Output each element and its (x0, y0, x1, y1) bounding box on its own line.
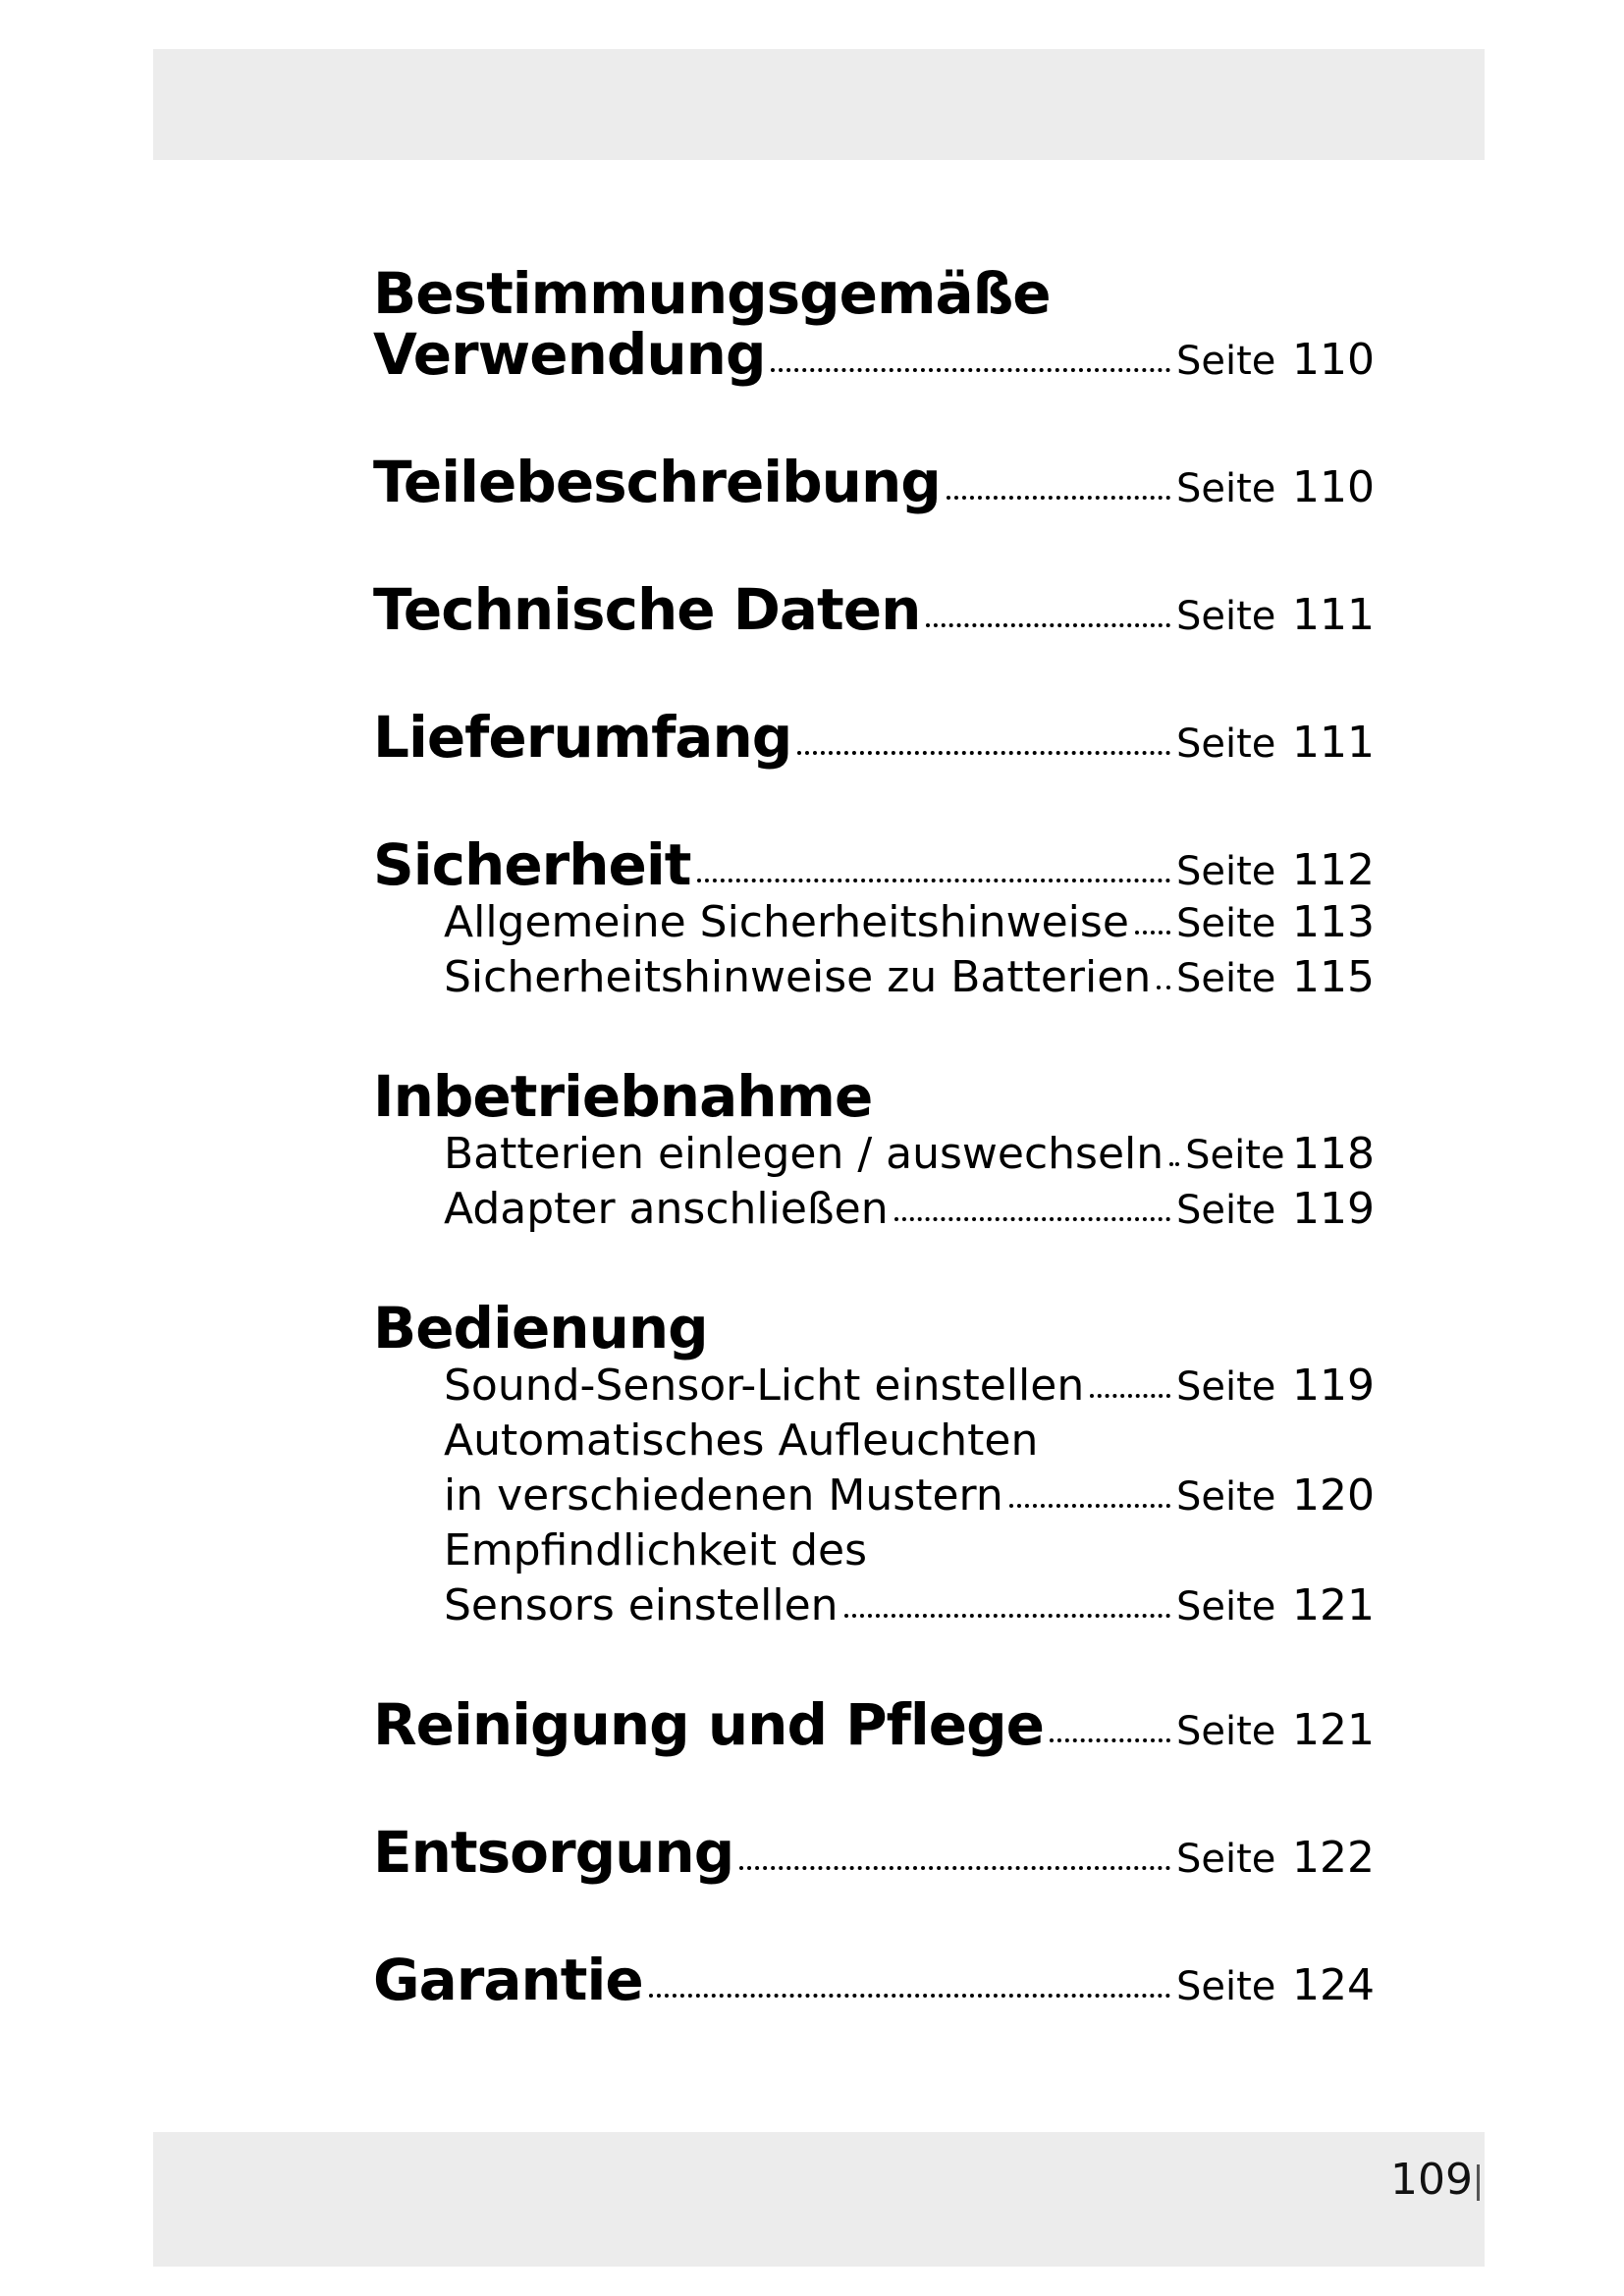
toc-subentry[interactable] (373, 895, 1375, 950)
seite-label: Seite (1176, 1837, 1276, 1882)
toc-heading: Sicherheit (373, 831, 691, 898)
toc-heading: Entsorgung (373, 1819, 734, 1886)
toc-heading-line1: Bestimmungsgemäße (373, 260, 1051, 327)
dot-leader (926, 623, 1170, 627)
page-number-divider (1477, 2164, 1480, 2201)
page-ref: 122 (1292, 1833, 1375, 1883)
header-band (153, 49, 1485, 160)
page-ref: 121 (1292, 1580, 1375, 1630)
toc-subentry[interactable] (373, 1127, 1375, 1182)
toc-subentry-title: Sicherheitshinweise zu Batterien (444, 952, 1152, 1002)
toc-section-garantie[interactable] (373, 1947, 1375, 2013)
seite-label: Seite (1176, 901, 1276, 946)
page-ref: 118 (1292, 1129, 1375, 1179)
toc-section-bestimmungsgemaesse-verwendung[interactable] (373, 260, 1375, 388)
toc-heading: Teilebeschreibung (373, 449, 941, 515)
toc-section-inbetriebnahme (373, 1063, 1375, 1237)
toc-heading-line2: Verwendung (373, 321, 766, 388)
page-ref: 115 (1292, 952, 1375, 1002)
dot-leader (649, 1994, 1170, 1998)
toc-section-technische-daten[interactable] (373, 576, 1375, 643)
toc-section-sicherheit (373, 831, 1375, 1005)
toc-subentry-title: Sound-Sensor-Licht einstellen (444, 1361, 1085, 1411)
toc-subentry[interactable] (373, 950, 1375, 1005)
toc-heading: Garantie (373, 1947, 643, 2013)
seite-label: Seite (1176, 849, 1276, 894)
toc-subentry[interactable] (373, 1182, 1375, 1237)
toc-heading: Technische Daten (373, 576, 921, 643)
page-ref: 119 (1292, 1184, 1375, 1234)
toc-section-lieferumfang[interactable] (373, 704, 1375, 771)
dot-leader (697, 879, 1171, 882)
dot-leader (844, 1614, 1170, 1618)
page-ref: 110 (1292, 335, 1375, 385)
page-ref: 124 (1292, 1960, 1375, 2010)
toc-subentry-title: Adapter anschließen (444, 1184, 889, 1234)
toc-section-teilebeschreibung[interactable] (373, 449, 1375, 515)
toc-heading: Lieferumfang (373, 704, 792, 771)
page-ref: 119 (1292, 1361, 1375, 1411)
page-ref: 112 (1292, 845, 1375, 895)
dot-leader (797, 751, 1170, 755)
page-ref: 120 (1292, 1470, 1375, 1521)
table-of-contents (373, 260, 1375, 2013)
dot-leader (739, 1866, 1170, 1870)
seite-label: Seite (1176, 721, 1276, 767)
toc-heading[interactable]: Inbetriebnahme (373, 1063, 873, 1130)
toc-subentry-title: Allgemeine Sicherheitshinweise (444, 897, 1129, 947)
toc-subentry-title: Batterien einlegen / auswechseln (444, 1129, 1164, 1179)
dot-leader (1050, 1738, 1170, 1742)
page-ref: 111 (1292, 590, 1375, 640)
seite-label: Seite (1176, 1364, 1276, 1410)
dot-leader (1157, 986, 1170, 989)
toc-subentry-title-line1: Empfindlichkeit des (444, 1525, 868, 1575)
seite-label: Seite (1176, 594, 1276, 639)
seite-label: Seite (1176, 1709, 1276, 1754)
toc-heading: Reinigung und Pflege (373, 1691, 1044, 1758)
toc-section-reinigung-und-pflege[interactable] (373, 1691, 1375, 1758)
seite-label: Seite (1176, 1964, 1276, 2009)
page-ref: 113 (1292, 897, 1375, 947)
seite-label: Seite (1176, 1474, 1276, 1520)
seite-label: Seite (1176, 339, 1276, 384)
dot-leader (947, 496, 1170, 500)
seite-label: Seite (1176, 1188, 1276, 1233)
toc-section-entsorgung[interactable] (373, 1819, 1375, 1886)
toc-entry-sicherheit[interactable] (373, 831, 1375, 898)
dot-leader (1169, 1162, 1179, 1166)
footer-band (153, 2132, 1485, 2267)
dot-leader (894, 1217, 1170, 1221)
toc-subentry-title-line2: Sensors einstellen (444, 1580, 839, 1630)
toc-subentry-title-line2: in verschiedenen Mustern (444, 1470, 1003, 1521)
seite-label: Seite (1176, 956, 1276, 1001)
page-number: 109 (1390, 2155, 1473, 2205)
toc-heading[interactable]: Bedienung (373, 1295, 708, 1362)
dot-leader (1090, 1394, 1170, 1398)
toc-subentry-title-line1: Automatisches Aufleuchten (444, 1415, 1039, 1466)
page-ref: 111 (1292, 718, 1375, 768)
toc-subentry[interactable] (373, 1414, 1375, 1523)
toc-section-bedienung (373, 1295, 1375, 1633)
dot-leader (771, 368, 1170, 372)
toc-subentry[interactable] (373, 1523, 1375, 1633)
seite-label: Seite (1176, 466, 1276, 511)
toc-subentry[interactable] (373, 1359, 1375, 1414)
seite-label: Seite (1185, 1133, 1285, 1178)
page-ref: 110 (1292, 462, 1375, 512)
dot-leader (1135, 931, 1170, 934)
dot-leader (1009, 1504, 1170, 1508)
seite-label: Seite (1176, 1584, 1276, 1629)
page-ref: 121 (1292, 1705, 1375, 1755)
